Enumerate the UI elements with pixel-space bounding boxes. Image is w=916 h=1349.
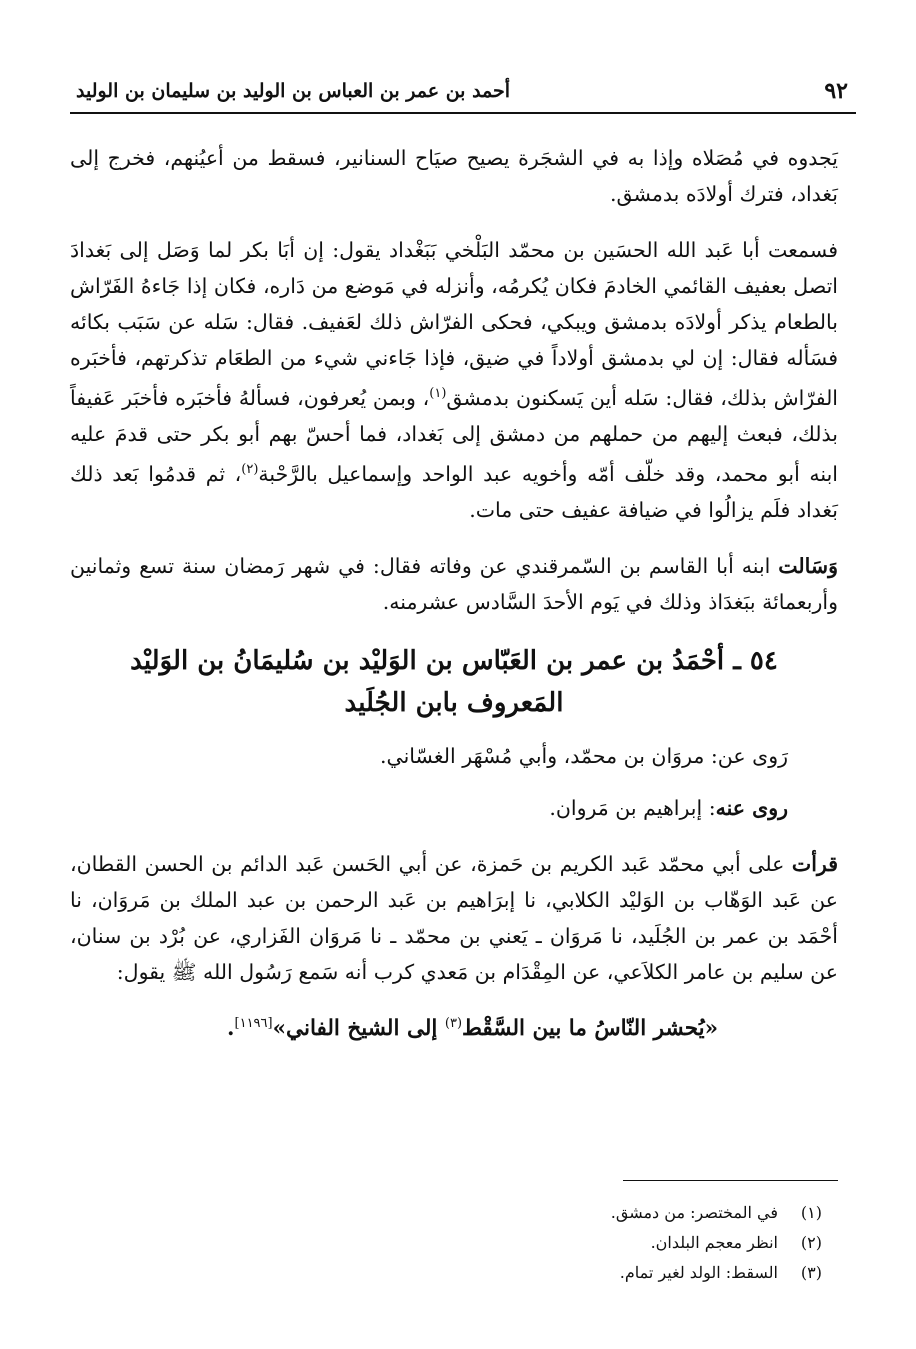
footnote-text: انظر معجم البلدان.	[650, 1233, 778, 1252]
narrated-by-text: : إبراهيم بن مَروان.	[549, 795, 716, 820]
narrated-by	[70, 790, 838, 826]
hadith-end: .	[227, 1015, 235, 1041]
narrated-by-lead: روى عنه	[715, 795, 788, 820]
footnote-number: (١)	[800, 1203, 822, 1222]
isnad-paragraph	[70, 846, 838, 990]
narrated-from: رَوى عن: مروَان بن محمّد، وأبي مُسْهَر الغسّاني.	[380, 743, 788, 768]
footnotes	[611, 1198, 822, 1288]
page-number: ٩٢	[824, 78, 848, 104]
footnote-divider	[623, 1180, 838, 1181]
hadith-part-b: إلى الشيخ الفاني»	[272, 1015, 445, 1041]
paragraph-1: يَجدوه في مُصَلاه وإذا به في الشجَرة يصيح صيَاح السنانير، فسقط من أعيُنهم، فخرج إلى بَغداد، فترك أولادَه بدمشق.	[70, 146, 838, 206]
footnote-1	[611, 1198, 822, 1228]
footnote-2	[611, 1228, 822, 1258]
running-title: أحمد بن عمر بن العباس بن الوليد بن سليمان بن الوليد	[76, 80, 511, 102]
footnote-number: (٣)	[800, 1263, 822, 1282]
hadith-reference-number: [١١٩٦]	[234, 1015, 273, 1031]
paragraph-2-text-b: ، وبمن يُعرفون، فسألهُ فأخبَره فأخبَر عَفيفاً بذلك، فبعث إليهم من حملهم من دمشق إلى بَغداد، فما أحسّ بهم أبو بكر حتى قدمَ عليه ابنه أبو محمد، وقد خلّف أمّه وأخويه عبد الواحد وإسماعيل بالرَّحْبة	[70, 385, 838, 486]
page-body	[70, 140, 838, 1063]
footnote-text: في المختصر: من دمشق.	[610, 1203, 778, 1222]
paragraph-2	[70, 232, 838, 528]
footnote-3	[611, 1258, 822, 1288]
paragraph-3-lead: وَسَالت	[778, 553, 838, 578]
paragraph-2-text-a: فسمعت أبا عَبد الله الحسَين بن محمّد البَلْخي بَبَغْداد يقول: إن أبَا بكر لما وَصَل إلى بَغدادَ اتصل بعفيف القائمي الخادمَ فكان يُكرمُه، وأنزله في مَوضع من دَاره، فكان إذا جَاءهُ الفَرّاش بالطعام يذكر أولادَه بدمشق ويبكي، فحكى الفرّاش ذلك لعَفيف. فقال: سَله عن سَبَب بكائه فسَأله فقال: إن لي بدمشق أولاداً في ضيق، فإذا جَاءني شيء من الطعَام تذكرتهم، فأخبَره الفرّاش بذلك، فقال: سَله أين يَسكنون بدمشق	[70, 238, 839, 410]
footnote-text: السقط: الولد لغير تمام.	[619, 1263, 778, 1282]
footnote-number: (٢)	[800, 1233, 822, 1252]
footnote-ref-2: (٢)	[241, 461, 259, 477]
footnote-ref-1: (١)	[429, 386, 447, 401]
page-header	[70, 72, 856, 114]
hadith-part-a: «يُحشر النّاسُ ما بين السَّقْط	[462, 1015, 718, 1041]
isnad-lead: قرأت	[791, 851, 838, 876]
hadith-text	[70, 1006, 838, 1047]
isnad-text: على أبي محمّد عَبد الكريم بن حَمزة، عن أبي الحَسن عَبد الدائم بن الحسن القطان، عن عَبد الوَهّاب بن الوَليْد الكلابي، نا إبرَاهيم بن عَبد الرحمن بن عبد الملك بن مَروَان، نا أحْمَد بن عمر بن الجُلَيد، نا مَروَان ـ يَعني بن محمّد ـ نا مَروَان الفَزاري، عن بُرْد بن سنان، عن سليم بن عامر الكلاَعي، عن المِقْدَام بن مَعدي كرب أنه سَمع رَسُول الله ﷺ يقول:	[70, 851, 838, 984]
paragraph-3	[70, 548, 838, 620]
entry-title	[70, 640, 838, 724]
footnote-ref-3: (٣)	[444, 1015, 463, 1031]
entry-title-line-2: المَعروف بابن الجُلَيد	[344, 687, 564, 718]
paragraph-3-text: ابنه أبا القاسم بن السّمرقندي عن وفاته فقال: في شهر رَمضان سنة تسع وثمانين وأربعمائة ببَغدَاذ وذلك في يَوم الأحدَ السَّادس عشرمنه.	[70, 553, 838, 614]
entry-title-line-1: ٥٤ ـ أحْمَدُ بن عمر بن العَبّاس بن الوَليْد بن سُليمَانُ بن الوَليْد	[130, 645, 778, 676]
paragraph-2-text-c: ، ثم قدمُوا بَعد ذلك بَغداد فلَم يزالُوا في ضيافة عفيف حتى مات.	[70, 461, 838, 522]
